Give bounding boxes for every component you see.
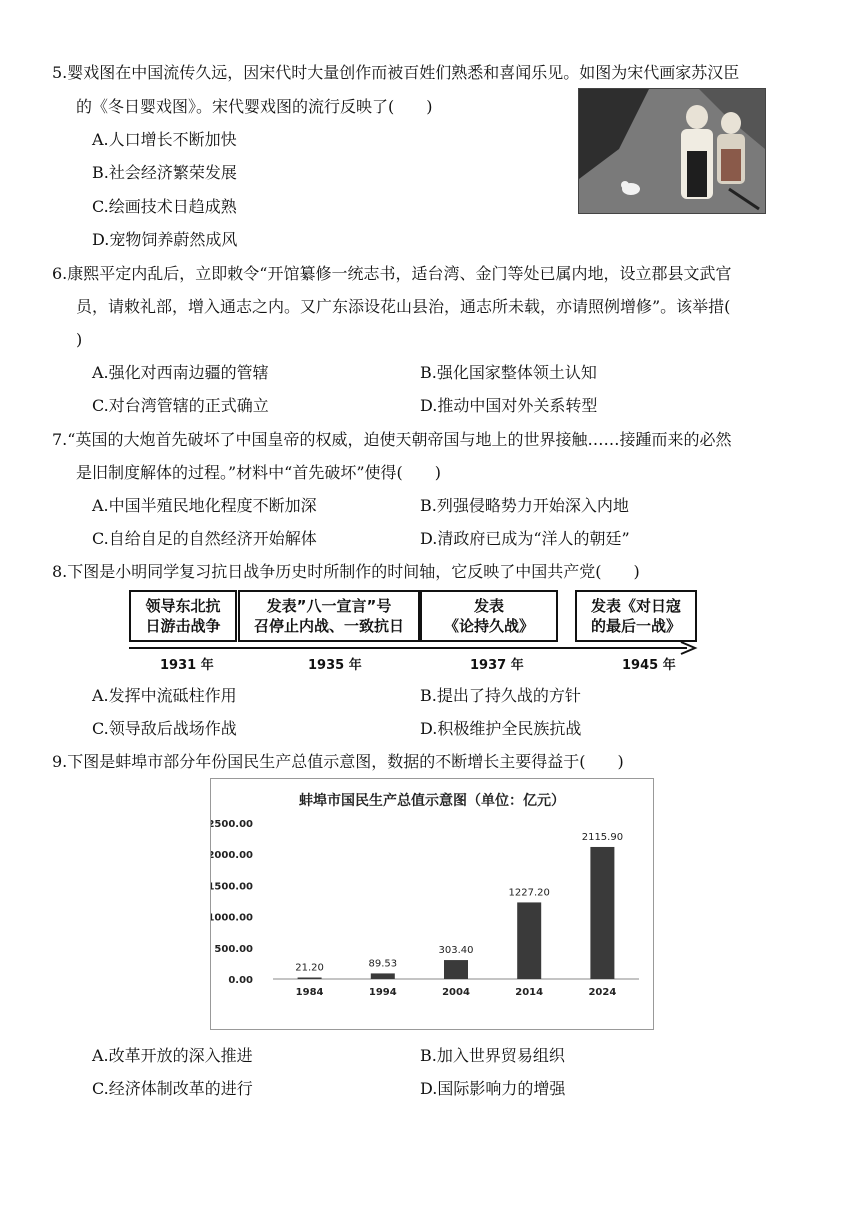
- bar-value-label: 303.40: [438, 945, 474, 957]
- y-tick-label: 0.00: [228, 975, 253, 986]
- x-tick-label: 2024: [588, 987, 617, 998]
- q6-stem-line1: 6.康熙平定内乱后，立即敕令“开馆纂修一统志书，适台湾、金门等处已属内地，设立郡县文武官: [52, 264, 732, 283]
- q5-option-c[interactable]: C.绘画技术日趋成熟: [92, 197, 237, 216]
- timeline-box-1935: [238, 590, 420, 642]
- bar-value-label: 21.20: [295, 962, 324, 974]
- y-tick-label: 2000.00: [211, 850, 253, 862]
- q8-stem-line1: 8.下图是小明同学复习抗日战争历史时所制作的时间轴，它反映了中国共产党( ): [52, 562, 640, 581]
- timeline-box-1937: [420, 590, 558, 642]
- x-tick-label: 2014: [515, 987, 544, 998]
- q6-option-d[interactable]: D.推动中国对外关系转型: [420, 396, 598, 415]
- timeline-box-text: 发表”八一宣言”号: [266, 597, 392, 615]
- q5-option-d[interactable]: D.宠物饲养蔚然成风: [92, 230, 238, 249]
- timeline-box-text: 领导东北抗: [145, 597, 221, 615]
- winter-children-painting: [578, 88, 766, 214]
- q7-option-a[interactable]: A.中国半殖民地化程度不断加深: [92, 496, 317, 515]
- q8-option-c[interactable]: C.领导敌后战场作战: [92, 719, 237, 738]
- q5-option-b[interactable]: B.社会经济繁荣发展: [92, 163, 237, 182]
- q9-option-d[interactable]: D.国际影响力的增强: [420, 1079, 566, 1098]
- timeline-box-text: 召停止内战、一致抗日: [253, 617, 404, 635]
- chart-title: 蚌埠市国民生产总值示意图（单位：亿元）: [299, 793, 565, 809]
- bar-value-label: 2115.90: [581, 831, 624, 843]
- y-tick-label: 2500.00: [211, 819, 253, 830]
- bar-2004: [444, 960, 468, 979]
- q7-stem-line1: 7.“英国的大炮首先破坏了中国皇帝的权威，迫使天朝帝国与地上的世界接触……接踵而来的必然: [52, 430, 732, 449]
- timeline-year: 1945 年: [622, 658, 676, 673]
- bar-value-label: 89.53: [368, 958, 398, 970]
- q5-stem-line2: 的《冬日婴戏图》。宋代婴戏图的流行反映了( ): [76, 97, 433, 116]
- timeline-year: 1937 年: [470, 658, 524, 673]
- y-tick-label: 1000.00: [211, 912, 253, 924]
- x-tick-label: 1994: [368, 987, 397, 998]
- bar-value-label: 1227.20: [508, 887, 550, 899]
- timeline-box-text: 《论持久战》: [443, 617, 534, 635]
- x-tick-label: 1984: [295, 987, 324, 998]
- q6-option-c[interactable]: C.对台湾管辖的正式确立: [92, 396, 269, 415]
- q7-option-b[interactable]: B.列强侵略势力开始深入内地: [420, 496, 629, 515]
- q9-option-c[interactable]: C.经济体制改革的进行: [92, 1079, 253, 1098]
- timeline-box-text: 日游击战争: [145, 617, 221, 635]
- bar-2014: [517, 902, 541, 979]
- q8-option-b[interactable]: B.提出了持久战的方针: [420, 686, 581, 705]
- q8-option-d[interactable]: D.积极维护全民族抗战: [420, 719, 582, 738]
- timeline-box-1945: [575, 590, 697, 642]
- gdp-chart-frame: [210, 778, 654, 1030]
- x-tick-label: 2004: [442, 987, 470, 998]
- painting-illustration: [579, 89, 765, 213]
- q5-stem-line1: 5.婴戏图在中国流传久远，因宋代时大量创作而被百姓们熟悉和喜闻乐见。如图为宋代画家苏汉臣: [52, 63, 740, 82]
- q6-option-b[interactable]: B.强化国家整体领土认知: [420, 363, 597, 382]
- timeline-box-text: 发表《对日寇: [590, 597, 681, 615]
- gdp-bar-chart: [211, 779, 653, 1029]
- bar-1984: [298, 978, 322, 980]
- q6-option-a[interactable]: A.强化对西南边疆的管辖: [92, 363, 269, 382]
- q7-stem-line2: 是旧制度解体的过程。”材料中“首先破坏”使得( ): [76, 463, 442, 482]
- q7-option-d[interactable]: D.清政府已成为“洋人的朝廷”: [420, 529, 630, 548]
- q5-option-a[interactable]: A.人口增长不断加快: [92, 130, 237, 149]
- q9-option-b[interactable]: B.加入世界贸易组织: [420, 1046, 565, 1065]
- q7-option-c[interactable]: C.自给自足的自然经济开始解体: [92, 529, 317, 548]
- timeline-box-text: 的最后一战》: [590, 617, 681, 635]
- timeline-year: 1935 年: [308, 658, 362, 673]
- bar-2024: [590, 847, 614, 979]
- timeline-year: 1931 年: [160, 658, 214, 673]
- bar-1994: [371, 973, 395, 979]
- q6-stem-line3: ): [76, 330, 83, 349]
- y-tick-label: 500.00: [214, 943, 253, 955]
- q6-stem-line2: 员，请敕礼部，增入通志之内。又广东添设花山县治，通志所未载，亦请照例增修”。该举措(: [76, 297, 731, 316]
- timeline-box-1931: [129, 590, 237, 642]
- y-tick-label: 1500.00: [211, 881, 253, 893]
- q9-option-a[interactable]: A.改革开放的深入推进: [92, 1046, 253, 1065]
- q9-stem-line1: 9.下图是蚌埠市部分年份国民生产总值示意图，数据的不断增长主要得益于( ): [52, 752, 624, 771]
- timeline-box-text: 发表: [473, 597, 504, 615]
- q8-option-a[interactable]: A.发挥中流砥柱作用: [92, 686, 237, 705]
